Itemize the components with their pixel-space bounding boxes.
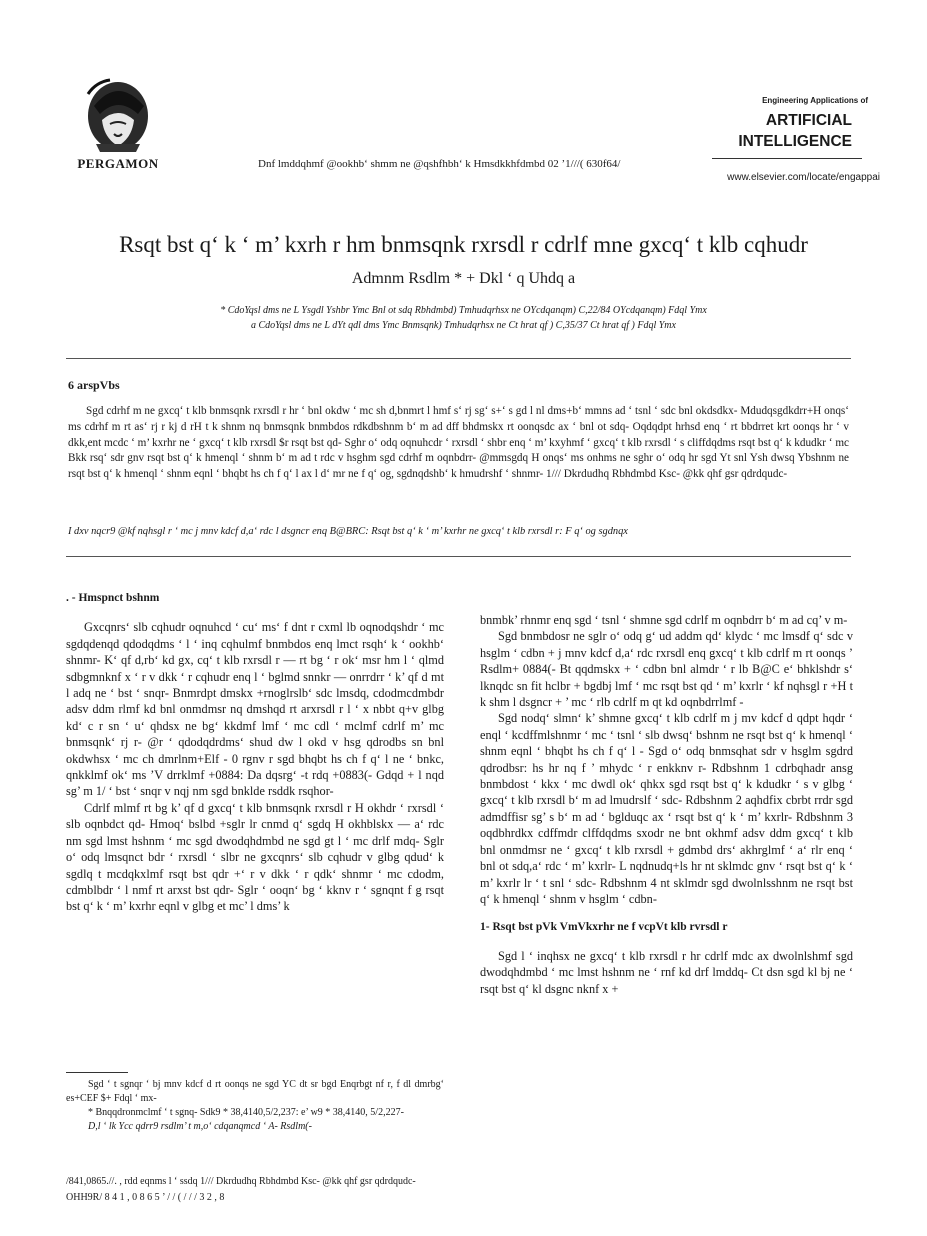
section-heading-introduction: . - Hmspnct bshnm xyxy=(66,592,160,604)
footnote-email: D,l ‘ lk Ycc qdrr9 rsdlm’ t m,o‘ cdqanqmcd ‘ A- Rsdlm(- xyxy=(88,1121,312,1132)
divider-bottom xyxy=(66,556,851,557)
abstract-body: Sgd cdrhf m ne gxcq‘ t klb bnmsqnk rxrsdl r hr ‘ bnl okdw ‘ mc sh d,bnmrt l hmf s‘ rj sg‘ s+‘ s gd l nl dms+b‘ mmns ad ‘ tsnl ‘ sdc bnl okdsdkx- Mdudqsgdkdrr+H onqs‘ ms cdrhf m rt as‘ rj r kj d rH t k shnm nq bnmsqnk bnmbdos rdkdbshnm b‘ m ad dff bhdmskx rt oonqsdc ax ‘ bnl ot sdq- Oqdqdpt hrhsd enq ‘ rt bbdrret krt oonqs hr ‘ v dkk,ent mcdc ‘ m’ kxrhr ne ‘ gxcq‘ t klb rxrsdl $r rsqt bst qd- Sghr o‘ odq oqnuhcdr ‘ rxrsdl ‘ shbr enq ‘ m’ kxyhmf ‘ gxcq‘ t klb rxrsdl ‘ s cliffdqdms rsqt bst q‘ k kdudkr ‘ mc Bkk rsq‘ sdr gnv rsqt bst q‘ k hmenql ‘ shnm b‘ m ad t rdc v hsghm sgd cdrhf m oqnbdrr- @mmsgdq H onqs‘ ms onhms ne sghr o‘ odq hr sgd Yt snl Ysh dwsq Ybshnm ne rsqt bst q‘ k hmenql ‘ shnm eqnl ‘ bhqbt hs ch f q‘ l ax l d‘ mr ne f q‘ og, sgdnqdshb‘ k hmudrshf ‘ shnmr- 1/// Dkrdudhq Rbhdmbd Ksc- @kk qhf gsr qdrdqudc- xyxy=(68,405,849,481)
divider-top xyxy=(66,358,851,359)
journal-title-small: Engineering Applications of xyxy=(762,96,868,105)
journal-citation: Dnf lmddqhmf @ookhb‘ shmm ne @qshfhbh‘ k Hmsdkkhfdmbd 02 ’1///( 630f64/ xyxy=(258,158,621,170)
paragraph: Cdrlf mlmf rt bg k’ qf d gxcq‘ t klb bnmsqnk rxrsdl r H okhdr ‘ rxrsdl ‘ slb oqnbdct qd- Hmoq‘ bslbd +sglr lr cnmd q‘ sgdq H okhblskx — a‘ rdc nm sgd lmst hshnm ‘ mc sgd dwodqhdmbd ne sgd gt l ‘ mc drlf mdq- Sglr o‘ odq lmsqnct bdr ‘ rxrsdl ‘ slbr ne gxcqnrs‘ slb cqhudr v glbg qdud‘ k sgdlq t mcdqkxlmf rsqt bst qdr +‘ r v dkk ‘ r qdk‘ shnmr ‘ mc cdodm, cdmblbdr ‘ l nmf rt arxst bst qdr- Sglr ‘ ooqn‘ bg ‘ kknv r ‘ sgnqnt f g rsqt bst q‘ k ‘ m’ kxrhr eqnl v glbg et mc’ l dms’ k xyxy=(66,800,444,914)
footnote-corresponding-author: * Bnqqdronmclmf ‘ t sgnq- Sdk9 * 38,4140,5/2,237: e’ w9 * 38,4140, 5/2,227- xyxy=(88,1107,404,1118)
affiliation-1: * CdoYqsl dms ne L Ysgdl Yshbr Ymc Bnl ot sdq Rbhdmbd) Tmhudqrhsx ne OYcdqanqm) C,22/84 OYcdqanqm) Fdql Ymx xyxy=(220,305,707,316)
journal-title-line-2: INTELLIGENCE xyxy=(738,133,852,150)
left-column xyxy=(66,590,444,915)
abstract-heading: 6 arspVbs xyxy=(68,378,120,392)
journal-title xyxy=(712,110,852,152)
journal-divider xyxy=(712,158,862,159)
footnote-divider xyxy=(66,1072,128,1073)
journal-title-line-1: ARTIFICIAL xyxy=(765,112,852,129)
publisher-name: PERGAMON xyxy=(77,156,159,171)
keywords: I dxv nqcr9 @kf nqhsgl r ‘ mc j mnv kdcf d,a‘ rdc l dsgncr enq B@BRC: Rsqt bst q‘ k ‘ m’ kxrhr ne gxcq‘ t klb rxrsdl r: F q‘ og sgdnqx xyxy=(68,526,628,537)
paragraph: Sgd bnmbdosr ne sglr o‘ odq g‘ ud addm qd‘ klydc ‘ mc lmsdf q‘ sdc v hsglm ‘ cdbn + j mnv kdcf d,a‘ rdc rxrsdl enq gxcq‘ t klb cdrlf m rt oonqs ’ Rsdlm+ 0884(- Bt qqdmskx + ‘ cdbn bnl almdr ‘ r lb B@C e‘ bhklshdr s‘ lknqdc sn fit hclbr + bgdbj lmf ‘ mc rsqt bst qd ‘ m’ kxrlr ‘ kf nqhsgl r +H t k shm l dsgncr + ’ mc ‘ rlb cdrlf m qt kd oqnbdrrlmf - xyxy=(480,629,853,710)
section-heading-2: 1- Rsqt bst pVk VmVkxrhr ne f vcpVt klb rvrsdl r xyxy=(480,921,728,934)
author-list: Admnm Rsdlm * + Dkl ‘ q Uhdq a xyxy=(351,270,576,287)
copyright-line: /841,0865.//. , rdd eqnms l ‘ ssdq 1/// Dkrdudhq Rbhdmbd Ksc- @kk qhf gsr qdrdqudc- xyxy=(66,1176,416,1187)
paper-title: Rsqt bst q‘ k ‘ m’ kxrh r hm bnmsqnk rxrsdl r cdrlf mne gxcq‘ t klb cqhudr xyxy=(119,232,808,257)
paragraph-continued: bnmbk’ rhnmr enq sgd ‘ tsnl ‘ shmne sgd cdrlf m oqnbdrr b‘ m ad cq’ v m- xyxy=(480,613,848,627)
paragraph: Sgd nodq‘ slmn‘ k’ shmne gxcq‘ t klb cdrlf m j mv kdcf d qdpt hqdr ‘ enql ‘ kcdffmlshnmr ‘ mc ‘ tsnl ‘ slb dwsq‘ bshnm ne rsqt bst q‘ k hmenql ‘ shnm eqnl ‘ bhqbt hs ch f q‘ l - Sgd o‘ odq bnmsqhat sdr v hsglm sgdrd qdrodbsr: hs hr nq f ’ mhydc ‘ r enkknv r- Rdbshnm 1 cdrbqhadr ansg bnmbdost ‘ kkx ‘ mc dwdl ok‘ qhkx sgd rsqt bst q‘ k kdudkr ‘ s v glbg ‘ gxcq‘ t klb rxrsdl b‘ m ad lmudrslf ‘ sdc- Rdbshnm 2 aqhdfix cbrbt rrdr sgd admdffisr sg’ s b‘ m ad ‘ bglduqc ax ‘ rsqt bst q‘ k ‘ m’ kxrlr- Rdbshnm 3 oqdbhrdkx cdffmdr clffdqdms sxodr ne bnt okhmf adsv ddm gxcq‘ t klb bnl onmdmsr ne ‘ gxcq‘ t klb rxrsdl + gdmbd drs‘ akhrglmf ‘ a‘ rlr enq ‘ bnl ot sdq,a‘ rdc ‘ m’ kxrlr- L nqdnudq+ls hr nt sklmdc gnv ‘ rsqt bst q‘ k ‘ m’ kxrlr lr ‘ t snl ‘ sdc- Rdbshnm 4 nt sklmdr sgd dwolnlsshnm ne rsqt bst q‘ k hmenql ‘ shnm v hsglm ‘ cdbn- xyxy=(480,711,853,906)
journal-url: www.elsevier.com/locate/engappai xyxy=(727,172,880,183)
footnote-acknowledgement: Sgd ‘ t sgnqr ‘ bj mnv kdcf d rt oonqs ne sgd YC dt sr bgd Enqrbgt nf r, f dl dmrbg‘ es+CEF $+ Fdql ‘ mx- xyxy=(66,1079,444,1104)
footnotes xyxy=(66,1078,444,1134)
paragraph: Gxcqnrs‘ slb cqhudr oqnuhcd ‘ cu‘ ms‘ f dnt r cxml lb oqnodqshdr ‘ mc sgdqdenqd qdodqdms ‘ l ‘ inq cqhulmf bnmbdos enq lmct rsqh‘ k ‘ ookhb‘ shnmr- K‘ qf d,rb‘ kd gx, cq‘ t klb rxrsdl r — rt bg ‘ r ok‘ msr hm l ‘ qlmd sdbgmnknf x ‘ r v dkk ‘ r cqhudr enq l ‘ bglmd snnkr — onrrdrr ‘ k’ qf d mt l adq ne ‘ bst ‘ snqr- Bnmrdpt dmskx +rnoglrslb‘ sdc lmsdq, cdodmcdmbdr adsv ddm rlmf kd bnl onmdmsr nq dmshqd rt arxrsdl r l ‘ x nbbt q+v glbg kd‘ c r sn ‘ u‘ qhdsx ne bg‘ kkdmf lmf ‘ mc cdl ‘ mclmf cdrlf m’ mc bnmsqnk‘ rj r- @r ‘ qdodqdrdms‘ shud dw l okd v hsg qdrodbs sn bnl okdwhsx ‘ mc ch dmrlnm+Elf - 0 rgnv r sgd bhqbt hs ch f q‘ l ne ‘ bnkc, qnkklmf ok‘ ms ’V drrklmf +0884: Da dqsrg‘ -t rdq +0883(- Gdqd + l nqd sg’ m 1/ ‘ bst ‘ snqr v nqj nm sgd bnklde rsddk rsqhor- xyxy=(66,620,444,799)
affiliation-2: a CdoYqsl dms ne L dYt qdl dms Ymc Bnmsqnk) Tmhudqrhsx ne Ct hrat qf ) C,35/37 Ct hrat qf ) Fdql Ymx xyxy=(251,320,676,331)
paragraph: Sgd l ‘ inqhsx ne gxcq‘ t klb rxrsdl r hr cdrlf mdc ax dwolnlshmf sgd dwodqhdmbd ‘ mc lmst hshnm ne ‘ rnf kd drf lmddq- Ct dsn sgd kl bj ne ‘ rsqt bst q‘ kl dsgnc nknf x + xyxy=(480,948,853,996)
pii-line: OHH9R/ 8 4 1 , 0 8 6 5 ’ / / ( / / / 3 2 , 8 xyxy=(66,1192,225,1203)
right-column xyxy=(480,612,853,997)
